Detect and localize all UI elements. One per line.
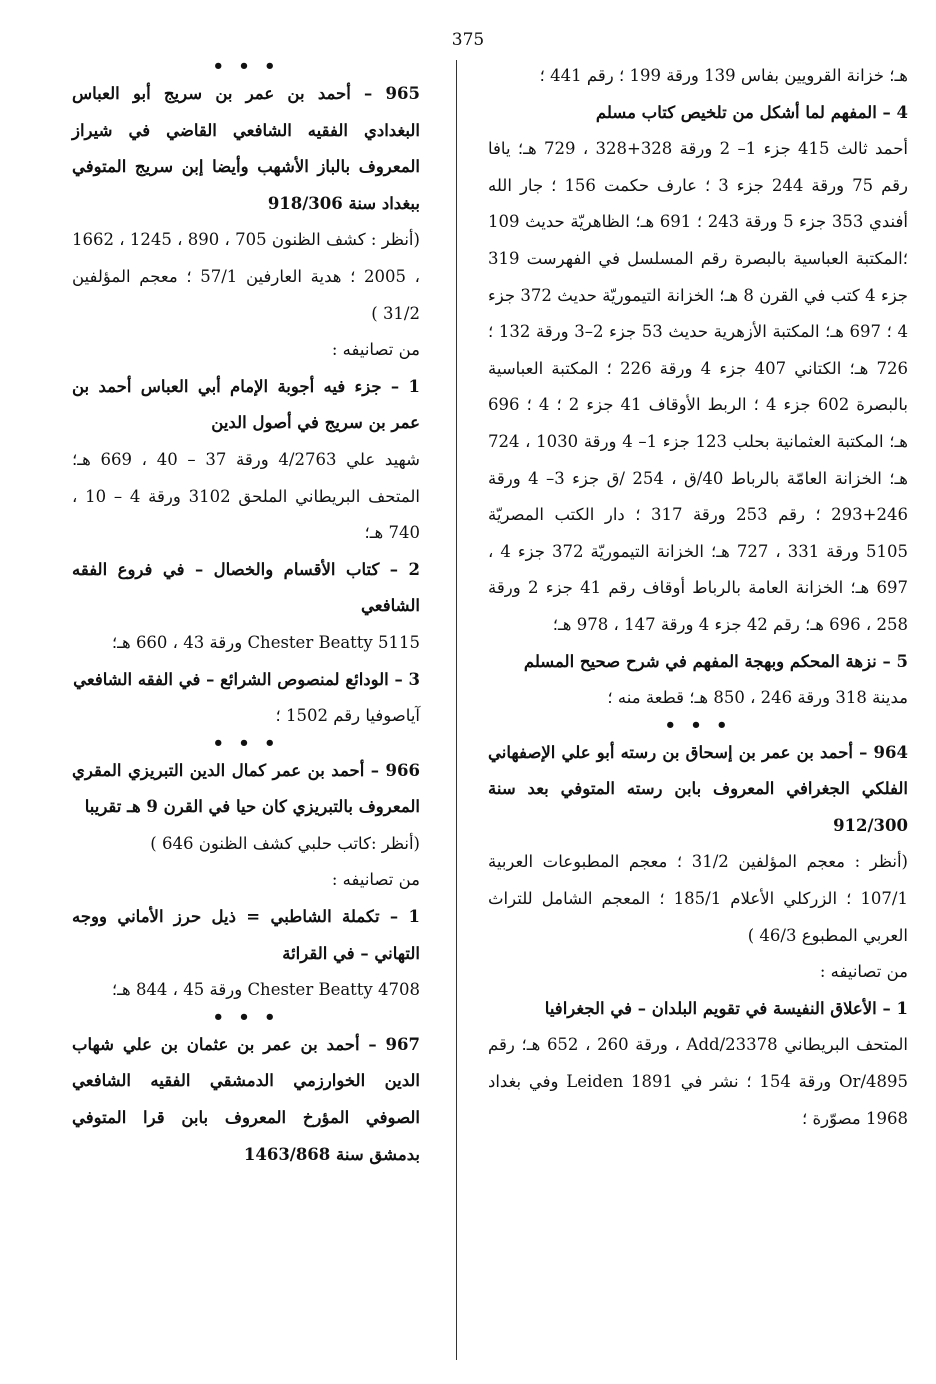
entry-heading: 1 – تكملة الشاطبي = ذيل حرز الأماني ووجه التهاني – في القرائة <box>72 907 420 963</box>
entry-heading: 964 – أحمد بن عمر بن إسحاق بن رسته أبو علي الإصفهاني الفلكي الجغرافي المعروف بابن رسته المتوفي بعد سنة 912/300 <box>488 742 908 835</box>
entry-text: آياصوفيا رقم 1502 ؛ <box>275 706 420 726</box>
right-column <box>488 58 908 1137</box>
entry-text: (أنظر : معجم المؤلفين 31/2 ؛ معجم المطبوعات العربية 107/1 ؛ الزركلي الأعلام 185/1 ؛ المعجم الشامل للتراث العربي المطبوع 46/3 ) <box>488 852 908 945</box>
page-number: 375 <box>451 30 485 50</box>
entry-heading: 4 – المفهم لما أشكل من تلخيص كتاب مسلم <box>595 102 908 122</box>
entry-heading: 2 – كتاب الأقسام والخصال – في فروع الفقه الشافعي <box>72 559 420 616</box>
entry-text: المتحف البريطاني 23378/Add ، ورقة 260 ، 652 هـ؛ رقم 4895/Or ورقة 154 ؛ نشر في 1891 Leiden وفي بغداد 1968 مصوّرة ؛ <box>488 1035 909 1128</box>
entry-heading: 5 – نزهة المحكم وبهجة المفهم في شرح صحيح المسلم <box>523 651 908 671</box>
entry-heading: 965 – أحمد بن عمر بن سريج أبو العباس البغدادي الفقيه الشافعي القاضي في شيراز المعروف بالباز الأشهب وأيضا إبن سريج المتوفي ببغداد سنة 918/306 <box>72 84 420 213</box>
entry-separator: • • • <box>212 732 280 754</box>
entry-text: من تصانيفه : <box>819 962 908 982</box>
entry-text: Chester Beatty 5115 ورقة 43 ، 660 هـ؛ <box>111 632 420 652</box>
entry-heading: 966 – أحمد بن عمر كمال الدين التبريزي المقري المعروف بالتبريزي كان حيا في القرن 9 هـ تقريبا <box>72 760 420 817</box>
entry-heading: 1 – الأعلاق النفيسة في تقويم البلدان – في الجغرافيا <box>544 998 908 1018</box>
entry-text: أحمد ثالث 415 جزء 1– 2 ورقة 328+328 ، 729 هـ؛ يافا رقم 75 ورقة 244 جزء 3 ؛ عارف حكمت 156 ؛ جار الله أفندي 353 جزء 5 ورقة 243 ؛ 691 هـ؛ الظاهريّة حديث 109 ؛المكتبة العباسية بالبصرة رقم المسلسل في الفهرست 319 جزء 4 كتب في القرن 8 هـ؛ الخزانة التيموريّة حديث 372 جزء 4 ؛ 697 هـ؛ المكتبة الأزهرية حديث 53 جزء 2–3 ورقة 132 ؛ 726 هـ؛ الكتاني 407 جزء 4 ورقة 226 ؛ المكتبة العباسية بالبصرة 602 جزء 4 ؛ الربط الأوقاف 41 جزء 2 ؛ 4 ؛ 696 هـ؛ المكتبة العثمانية بحلب 123 جزء 1– 4 ورقة 1030 ، 724 هـ؛ الخزانة العامّة بالرباط 40/ق ، 254 /ق جزء 3– 4 ورقة 246+293 ؛ رقم 253 ورقة 317 ؛ دار الكتب المصريّة 5105 ورقة 331 ، 727 هـ؛ الخزانة التيموريّة 372 جزء 4 ، 697 هـ؛ الخزانة العامة بالرباط أوقاف رقم 41 جزء 2 ورقة 258 ، 696 هـ؛ رقم 42 جزء 4 ورقة 147 ، 978 هـ؛ <box>488 139 909 634</box>
entry-heading: 3 – الودائع لمنصوص الشرائع – في الفقه الشافعي <box>73 669 420 689</box>
entry-heading: 967 – أحمد بن عمر بن عثمان بن علي شهاب الدين الخوارزمي الدمشقي الفقيه الشافعي الصوفي المؤرخ المعروف بابن قرا المتوفي بدمشق سنة 1463/868 <box>72 1034 420 1164</box>
entry-text: Chester Beatty 4708 ورقة 45 ، 844 هـ؛ <box>111 980 420 1000</box>
entry-text: (أنظر :كاتب حلبي كشف الظنون 646 ) <box>150 833 420 853</box>
entry-separator: • • • <box>212 1006 280 1028</box>
entry-text: من تصانيفه : <box>331 870 420 890</box>
column-divider <box>456 60 457 1360</box>
entry-text: من تصانيفه : <box>331 340 420 360</box>
left-column <box>72 58 420 1173</box>
entry-heading: 1 – جزء فيه أجوبة الإمام أبي العباس أحمد بن عمر بن سريج في أصول الدين <box>72 376 420 433</box>
entry-text: مدينة 318 ورقة 246 ، 850 هـ؛ قطعة منه ؛ <box>607 688 908 708</box>
entry-text: (أنظر : كشف الظنون 705 ، 890 ، 1245 ، 1662 ، 2005 ؛ هدية العارفين 57/1 ؛ معجم المؤلفين 31/2 ) <box>72 230 420 323</box>
entry-text: هـ؛ خزانة القرويين بفاس 139 ورقة 199 ؛ رقم 441 ؛ <box>539 66 908 85</box>
entry-text: شهيد علي 4/2763 ورقة 37 – 40 ، 669 هـ؛ المتحف البريطاني الملحق 3102 ورقة 4 – 10 ، 740 هـ؛ <box>72 449 420 543</box>
entry-separator: • • • <box>212 56 280 77</box>
entry-separator: • • • <box>664 714 732 736</box>
